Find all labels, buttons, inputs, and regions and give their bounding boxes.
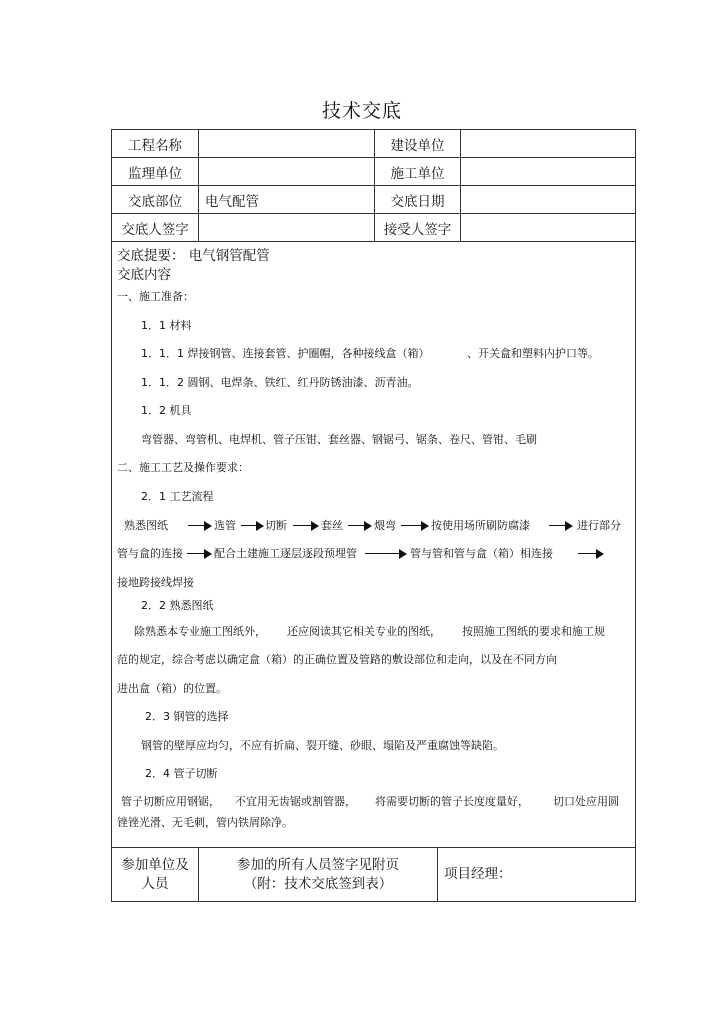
project-name-label: 工程名称 <box>112 130 199 158</box>
flow-step-3: 切断 <box>265 519 287 532</box>
cutting-para-1c: 将需要切断的管子长度度量好， <box>375 795 529 808</box>
date-value[interactable] <box>461 186 636 214</box>
cutting-para-1a: 管子切断应用钢锯， <box>121 795 220 808</box>
content-box <box>111 242 636 848</box>
date-label: 交底日期 <box>375 186 461 214</box>
section-2-4-heading: 2．4 管子切断 <box>145 767 218 780</box>
flow-step-7: 进行部分 <box>577 519 621 532</box>
header-row <box>112 158 636 186</box>
construction-unit-value[interactable] <box>461 130 636 158</box>
tools-list: 弯管器、弯管机、电焊机、管子压钳、套丝器、钢锯弓、锯条、卷尺、管钳、毛刷 <box>141 433 537 446</box>
flow-step-11: 接地跨接线焊接 <box>117 576 194 589</box>
flow-arrow-icon <box>365 549 407 559</box>
section-2-2-heading: 2．2 熟悉图纸 <box>141 599 214 612</box>
summary-text: 交底提要： 电气钢管配管 <box>117 248 270 264</box>
content-heading: 交底内容 <box>117 267 171 283</box>
flow-step-10: 管与管和管与盒（箱）相连接 <box>410 547 553 560</box>
cutting-para-1b: 不宜用无齿锯或割管器， <box>235 795 356 808</box>
builder-unit-value[interactable] <box>461 158 636 186</box>
attachment-note-line-2: （附：技术交底签到表） <box>243 875 393 892</box>
drawings-para-2: 范的规定，综合考虑以确定盒（箱）的正确位置及管路的敷设部位和走向，以及在不同方向 <box>117 653 557 666</box>
part-value[interactable]: 电气配管 <box>199 186 375 214</box>
cutting-para-2: 锉锉光滑、无毛刺，管内铁屑除净。 <box>117 816 293 829</box>
drawings-para-1a: 除熟悉本专业施工图纸外， <box>134 625 266 638</box>
project-manager-cell[interactable] <box>438 848 636 902</box>
participants-label <box>112 848 199 902</box>
flow-step-4: 套丝 <box>321 519 343 532</box>
materials-line-2: 1．1．2 圆钢、电焊条、铁红、红丹防锈油漆、沥青油。 <box>141 376 419 389</box>
section-2-1-heading: 2．1 工艺流程 <box>141 490 214 503</box>
section-1-2-heading: 1．2 机具 <box>141 404 192 417</box>
receiver-sign-value[interactable] <box>461 214 636 242</box>
flow-step-1: 熟悉图纸 <box>124 519 168 532</box>
flow-arrow-icon <box>188 521 212 531</box>
part-label: 交底部位 <box>112 186 199 214</box>
header-row <box>112 214 636 242</box>
builder-unit-label: 施工单位 <box>375 158 461 186</box>
project-manager-label: 项目经理： <box>444 866 512 882</box>
attachment-note <box>199 848 438 902</box>
flow-step-8: 管与盒的连接 <box>117 547 183 560</box>
attachment-note-line-1: 参加的所有人员签字见附页 <box>237 856 399 873</box>
section-2-3-heading: 2．3 钢管的选择 <box>145 710 229 723</box>
supervision-unit-value[interactable] <box>199 158 375 186</box>
section-1-1-heading: 1．1 材料 <box>141 319 192 332</box>
footer-table <box>111 847 636 902</box>
flow-arrow-icon <box>578 549 604 559</box>
construction-unit-label: 建设单位 <box>375 130 461 158</box>
flow-arrow-icon <box>241 521 264 531</box>
project-name-value[interactable] <box>199 130 375 158</box>
section-2-heading: 二、施工工艺及操作要求： <box>117 461 249 474</box>
receiver-sign-label: 接受人签字 <box>375 214 461 242</box>
pipe-selection-para: 钢管的壁厚应均匀，不应有折扁、裂开缝、砂眼、塌陷及严重腐蚀等缺陷。 <box>141 739 504 752</box>
flow-arrow-icon <box>293 521 319 531</box>
header-row <box>112 130 636 158</box>
materials-line-1b: 、开关盒和塑料内护口等。 <box>467 347 599 360</box>
flow-step-2: 选管 <box>214 519 236 532</box>
flow-arrow-icon <box>549 521 573 531</box>
flow-step-6: 按使用场所刷防腐漆 <box>431 519 530 532</box>
footer-row <box>112 848 636 902</box>
giver-sign-value[interactable] <box>199 214 375 242</box>
flow-arrow-icon <box>187 549 212 559</box>
flow-step-9: 配合土建施工逐层逐段预埋管 <box>214 547 357 560</box>
materials-line-1a: 1．1．1 焊接钢管、连接套管、护圈帽，各种接线盒（箱） <box>141 347 430 360</box>
section-1-heading: 一、施工准备： <box>117 290 194 303</box>
flow-arrow-icon <box>348 521 372 531</box>
drawings-para-1c: 按照施工图纸的要求和施工规 <box>462 625 605 638</box>
giver-sign-label: 交底人签字 <box>112 214 199 242</box>
drawings-para-1b: 还应阅读其它相关专业的图纸， <box>287 625 441 638</box>
flow-arrow-icon <box>401 521 429 531</box>
cutting-para-1d: 切口处应用圆 <box>553 795 619 808</box>
participants-label-line-2: 人员 <box>141 875 169 892</box>
page-title: 技术交底 <box>321 100 402 122</box>
drawings-para-3: 进出盒（箱）的位置。 <box>117 682 227 695</box>
supervision-unit-label: 监理单位 <box>112 158 199 186</box>
flow-step-5: 煨弯 <box>374 519 396 532</box>
header-table <box>111 129 636 242</box>
participants-label-line-1: 参加单位及 <box>121 856 189 873</box>
header-row <box>112 186 636 214</box>
